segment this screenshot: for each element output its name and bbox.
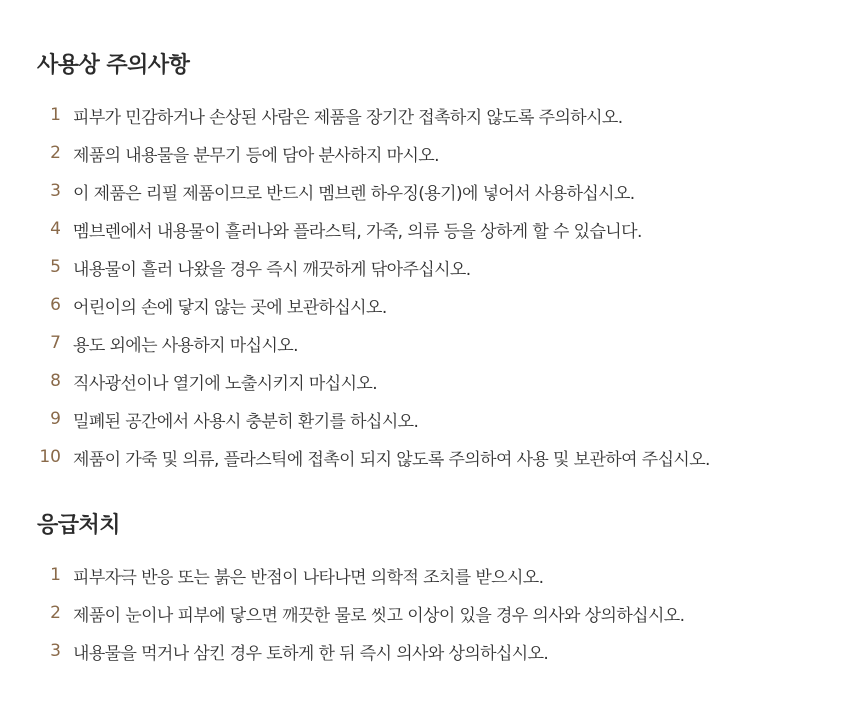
- list-item: [37, 362, 860, 400]
- list-item: [37, 210, 860, 248]
- first-aid-list: [37, 556, 860, 670]
- list-item: [37, 324, 860, 362]
- item-number: 2: [50, 603, 61, 623]
- item-text: 내용물이 흘러 나왔을 경우 즉시 깨끗하게 닦아주십시오.: [73, 259, 471, 280]
- precautions-list: [37, 96, 860, 476]
- item-text: 직사광선이나 열기에 노출시키지 마십시오.: [73, 373, 378, 394]
- list-item: [37, 248, 860, 286]
- list-item: [37, 134, 860, 172]
- item-text: 제품이 가죽 및 의류, 플라스틱에 접촉이 되지 않도록 주의하여 사용 및 보관하여 주십시오.: [73, 449, 710, 470]
- item-text: 이 제품은 리필 제품이므로 반드시 멤브렌 하우징(용기)에 넣어서 사용하십시오.: [73, 183, 635, 204]
- item-text: 내용물을 먹거나 삼킨 경우 토하게 한 뒤 즉시 의사와 상의하십시오.: [73, 643, 549, 664]
- precautions-title: 사용상 주의사항: [37, 53, 190, 78]
- list-item: [37, 172, 860, 210]
- item-number: 6: [50, 295, 61, 315]
- item-text: 멤브렌에서 내용물이 흘러나와 플라스틱, 가죽, 의류 등을 상하게 할 수 있습니다.: [73, 221, 642, 242]
- item-text: 피부자극 반응 또는 붉은 반점이 나타나면 의학적 조치를 받으시오.: [73, 567, 544, 588]
- item-number: 8: [50, 371, 61, 391]
- list-item: [37, 286, 860, 324]
- item-text: 밀폐된 공간에서 사용시 충분히 환기를 하십시오.: [73, 411, 419, 432]
- list-item: [37, 400, 860, 438]
- item-number: 3: [50, 181, 61, 201]
- item-number: 10: [39, 447, 61, 467]
- first-aid-title: 응급처치: [37, 513, 121, 538]
- item-number: 1: [50, 565, 61, 585]
- list-item: [37, 438, 860, 476]
- item-number: 4: [50, 219, 61, 239]
- item-text: 피부가 민감하거나 손상된 사람은 제품을 장기간 접촉하지 않도록 주의하시오.: [73, 107, 623, 128]
- list-item: [37, 594, 860, 632]
- item-number: 1: [50, 105, 61, 125]
- list-item: [37, 96, 860, 134]
- item-number: 7: [50, 333, 61, 353]
- first-aid-section: [37, 510, 860, 670]
- item-text: 제품이 눈이나 피부에 닿으면 깨끗한 물로 씻고 이상이 있을 경우 의사와 상의하십시오.: [73, 605, 685, 626]
- item-number: 5: [50, 257, 61, 277]
- item-text: 용도 외에는 사용하지 마십시오.: [73, 335, 298, 356]
- list-item: [37, 556, 860, 594]
- item-number: 2: [50, 143, 61, 163]
- item-text: 어린이의 손에 닿지 않는 곳에 보관하십시오.: [73, 297, 387, 318]
- precautions-section: [37, 50, 860, 476]
- item-text: 제품의 내용물을 분무기 등에 담아 분사하지 마시오.: [73, 145, 439, 166]
- item-number: 3: [50, 641, 61, 661]
- list-item: [37, 632, 860, 670]
- item-number: 9: [50, 409, 61, 429]
